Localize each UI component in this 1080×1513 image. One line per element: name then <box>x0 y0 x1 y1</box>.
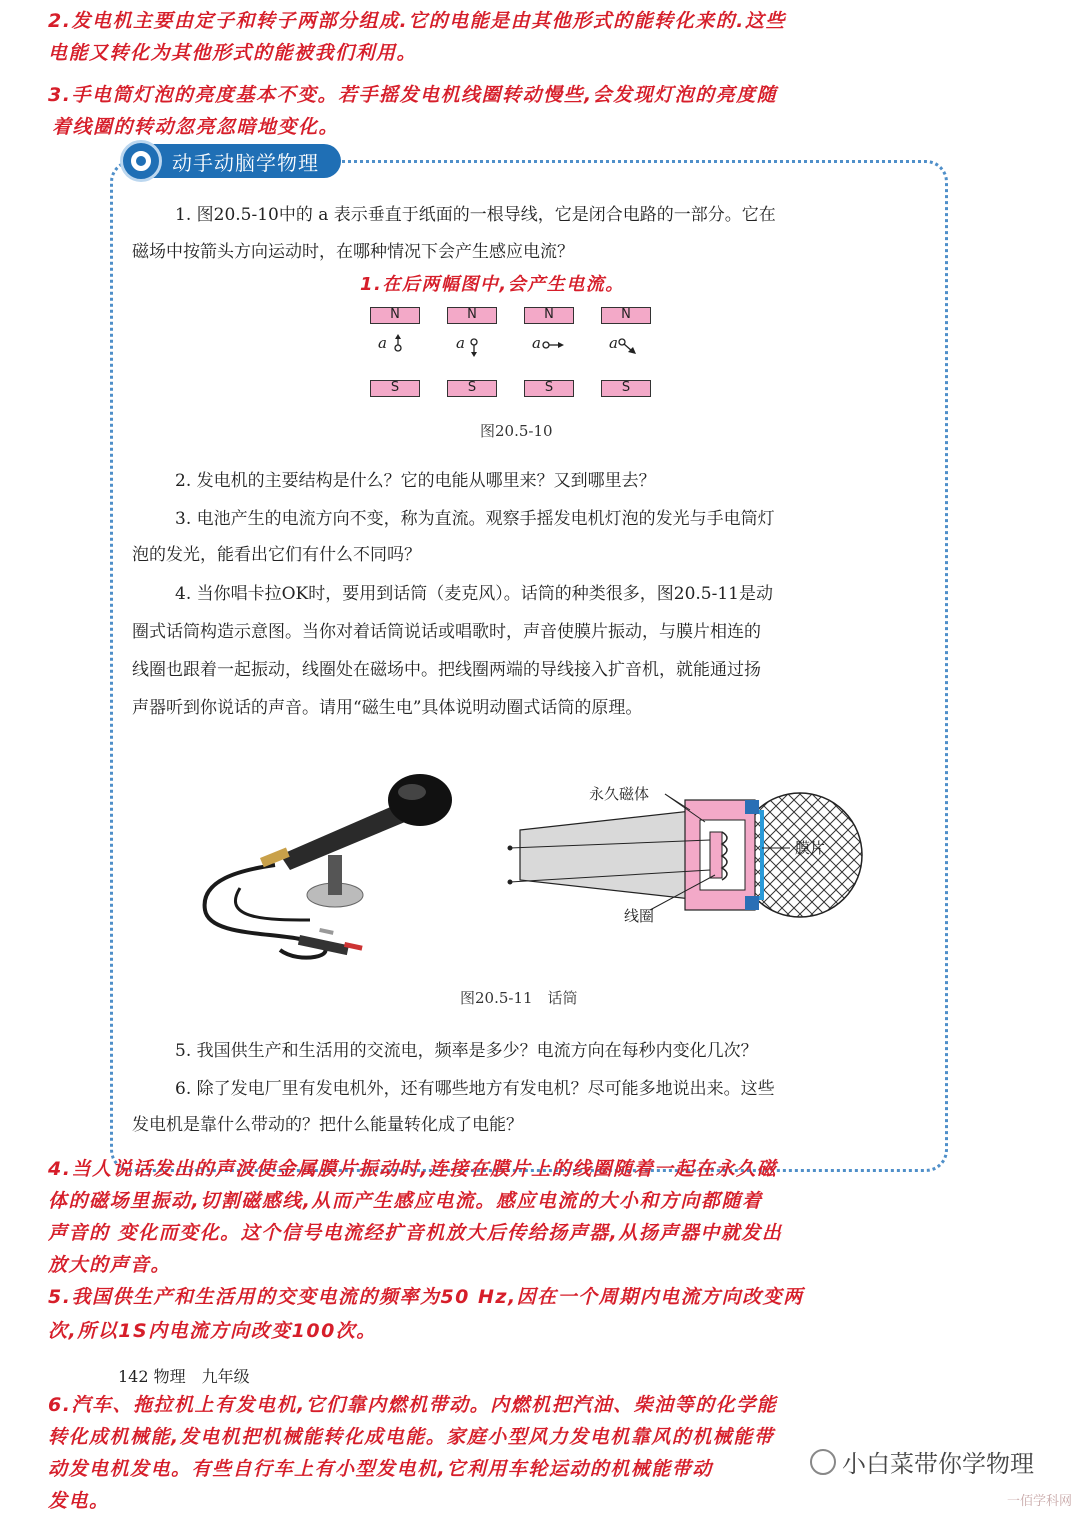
handwritten-answer-line: 2.发电机主要由定子和转子两部分组成.它的电能是由其他形式的能转化来的.这些 <box>48 10 786 32</box>
handwritten-answer-line: 电能又转化为其他形式的能被我们利用。 <box>48 42 418 64</box>
handwritten-answer-line: 4.当人说话发出的声波使金属膜片振动时,连接在膜片上的线圈随着一起在永久磁 <box>48 1158 778 1180</box>
north-pole: N <box>524 307 574 324</box>
wechat-icon <box>810 1449 836 1475</box>
handwritten-answer-line: 3.手电筒灯泡的亮度基本不变。若手摇发电机线圈转动慢些,会发现灯泡的亮度随 <box>48 84 778 106</box>
handwritten-answer-line: 次,所以1S内电流方向改变100次。 <box>48 1320 377 1342</box>
section-title: 动手动脑学物理 <box>150 144 341 178</box>
south-pole: S <box>370 380 420 397</box>
page-footer: 142 物理 九年级 <box>118 1367 250 1386</box>
handwritten-answer-line: 动发电机发电。有些自行车上有小型发电机,它利用车轮运动的机械能带动 <box>48 1458 713 1480</box>
figure-caption: 图20.5-10 <box>480 422 553 440</box>
watermark-text: 小白菜带你学物理 <box>842 1450 1034 1478</box>
section-banner <box>120 139 341 183</box>
handwritten-answer-1: 1.在后两幅图中,会产生电流。 <box>360 274 625 295</box>
north-pole: N <box>447 307 497 324</box>
handwritten-answer-line: 5.我国供生产和生活用的交变电流的频率为50 Hz,因在一个周期内电流方向改变两 <box>48 1286 804 1308</box>
handwritten-answer-line: 体的磁场里振动,切割磁感线,从而产生感应电流。感应电流的大小和方向都随着 <box>48 1190 763 1212</box>
question-5: 5. 我国供生产和生活用的交流电，频率是多少？电流方向在每秒内变化几次？ <box>175 1041 758 1061</box>
coil-label: 线圈 <box>624 907 655 925</box>
question-4-line: 4. 当你唱卡拉OK时，要用到话筒（麦克风）。话筒的种类很多，图20.5-11是动 <box>175 584 773 604</box>
handwritten-answer-line: 着线圈的转动忽亮忽暗地变化。 <box>52 116 340 138</box>
section-icon <box>120 140 162 182</box>
question-3-line: 3. 电池产生的电流方向不变，称为直流。观察手摇发电机灯泡的发光与手电筒灯 <box>175 509 775 529</box>
north-pole: N <box>601 307 651 324</box>
question-4-line: 声器听到你说话的声音。请用“磁生电”具体说明动圈式话筒的原理。 <box>132 698 643 718</box>
question-3-line: 泡的发光，能看出它们有什么不同吗？ <box>132 545 421 565</box>
microphone-photo <box>180 770 470 980</box>
question-4-line: 圈式话筒构造示意图。当你对着话筒说话或唱歌时，声音使膜片振动，与膜片相连的 <box>132 622 761 642</box>
handwritten-answer-line: 6.汽车、拖拉机上有发电机,它们靠内燃机带动。内燃机把汽油、柴油等的化学能 <box>48 1394 778 1416</box>
south-pole: S <box>447 380 497 397</box>
north-pole: N <box>370 307 420 324</box>
question-1-line: 磁场中按箭头方向运动时，在哪种情况下会产生感应电流？ <box>132 242 574 262</box>
question-4-line: 线圈也跟着一起振动，线圈处在磁场中。把线圈两端的导线接入扩音机，就能通过扬 <box>132 660 761 680</box>
wire-label: a <box>609 334 618 352</box>
wire-label: a <box>456 334 465 352</box>
handwritten-answer-line: 发电。 <box>48 1490 110 1512</box>
figure-caption: 图20.5-11 话筒 <box>460 989 578 1007</box>
wire-motion-arrows <box>360 330 660 362</box>
wire-label: a <box>378 334 387 352</box>
wire-label: a <box>532 334 541 352</box>
question-2: 2. 发电机的主要结构是什么？它的电能从哪里来？又到哪里去？ <box>175 471 656 491</box>
south-pole: S <box>524 380 574 397</box>
question-6-line: 6. 除了发电厂里有发电机外，还有哪些地方有发电机？尽可能多地说出来。这些 <box>175 1079 775 1099</box>
watermark-site: 一佰学科网 <box>1006 1494 1072 1509</box>
handwritten-answer-line: 放大的声音。 <box>48 1254 172 1276</box>
watermark <box>810 1444 1034 1479</box>
membrane-label: 膜片 <box>795 839 826 857</box>
magnet-label: 永久磁体 <box>589 785 650 803</box>
handwritten-answer-line: 声音的 变化而变化。这个信号电流经扩音机放大后传给扬声器,从扬声器中就发出 <box>48 1222 783 1244</box>
microphone-diagram <box>500 770 880 950</box>
question-6-line: 发电机是靠什么带动的？把什么能量转化成了电能？ <box>132 1115 523 1135</box>
south-pole: S <box>601 380 651 397</box>
question-1-line: 1. 图20.5-10中的 a 表示垂直于纸面的一根导线，它是闭合电路的一部分。它在 <box>175 205 776 225</box>
handwritten-answer-line: 转化成机械能,发电机把机械能转化成电能。家庭小型风力发电机靠风的机械能带 <box>48 1426 775 1448</box>
